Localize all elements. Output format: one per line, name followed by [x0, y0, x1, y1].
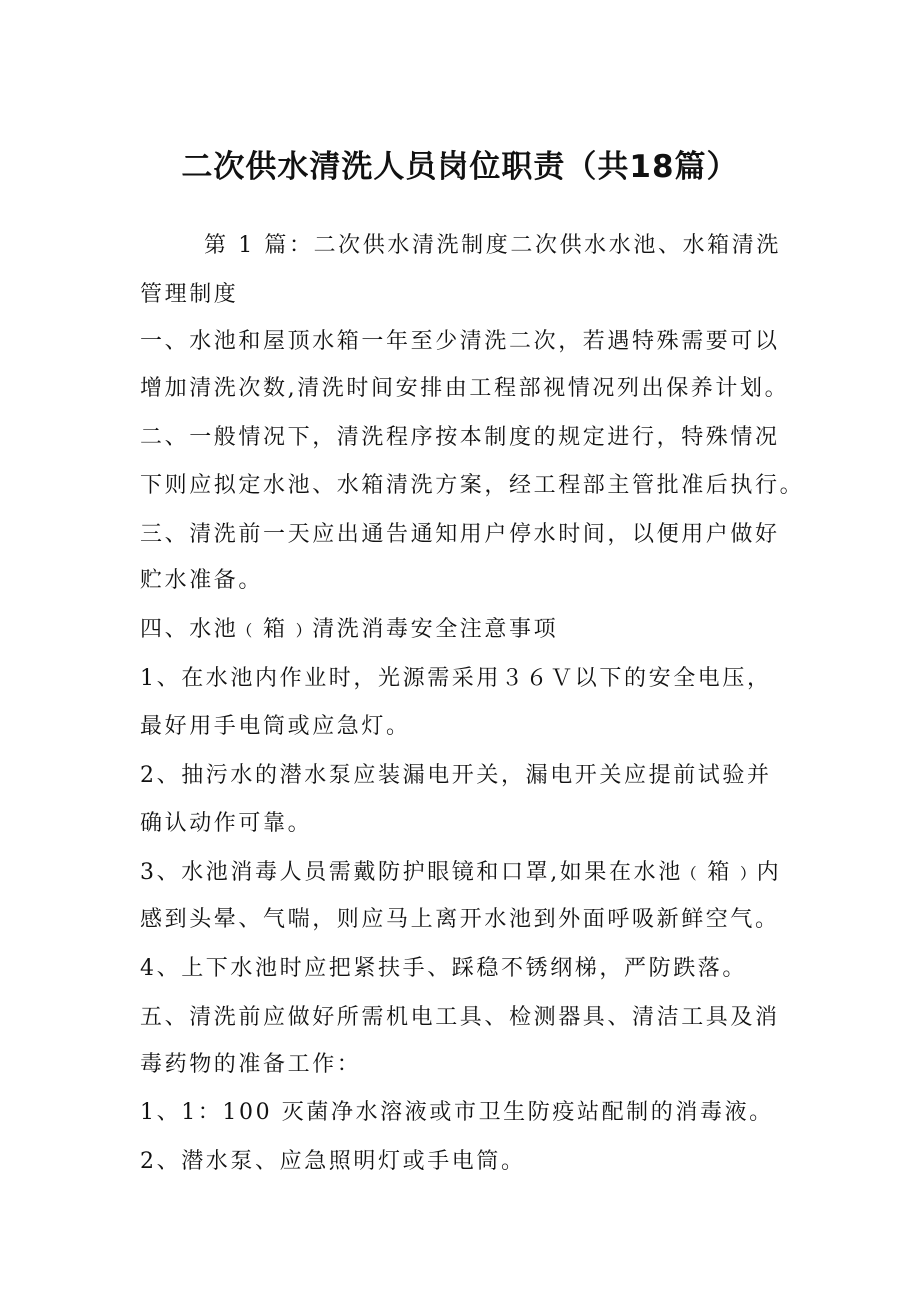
paragraph-line: 感到头晕、气喘，则应马上离开水池到外面呼吸新鲜空气。: [140, 907, 780, 932]
paragraph-line: 管理制度: [140, 282, 239, 307]
paragraph-line: 2、抽污水的潜水泵应装漏电开关，漏电开关应提前试验并: [140, 763, 772, 788]
paragraph-line: 三、清洗前一天应出通告通知用户停水时间，以便用户做好: [140, 522, 780, 547]
paragraph-line: 贮水准备。: [140, 568, 264, 593]
paragraph-line: 二、一般情况下，清洗程序按本制度的规定进行，特殊情况: [140, 425, 780, 450]
paragraph-line: 第 1 篇：二次供水清洗制度二次供水水池、水箱清洗: [204, 233, 781, 258]
paragraph-line: 确认动作可靠。: [140, 811, 313, 836]
paragraph-line: 下则应拟定水池、水箱清洗方案，经工程部主管批准后执行。: [140, 473, 805, 498]
paragraph-line: 增加清洗次数,清洗时间安排由工程部视情况列出保养计划。: [140, 376, 790, 401]
paragraph-line: 五、清洗前应做好所需机电工具、检测器具、清洁工具及消: [140, 1005, 780, 1030]
paragraph-line: 1、1：100 灭菌净水溶液或市卫生防疫站配制的消毒液。: [140, 1100, 774, 1125]
paragraph-line: 1、在水池内作业时，光源需采用３６Ｖ以下的安全电压，: [140, 666, 772, 691]
paragraph-line: 最好用手电筒或应急灯。: [140, 714, 411, 739]
paragraph-line: 四、水池﹙箱﹚清洗消毒安全注意事项: [140, 617, 559, 642]
document-title: 二次供水清洗人员岗位职责（共18篇）: [181, 149, 739, 185]
paragraph-line: 4、上下水池时应把紧扶手、踩稳不锈纲梯，严防跌落。: [140, 956, 747, 981]
paragraph-line: 2、潜水泵、应急照明灯或手电筒。: [140, 1149, 526, 1174]
paragraph-line: 一、水池和屋顶水箱一年至少清洗二次，若遇特殊需要可以: [140, 329, 780, 354]
paragraph-line: 毒药物的准备工作：: [140, 1052, 362, 1077]
paragraph-line: 3、水池消毒人员需戴防护眼镜和口罩,如果在水池﹙箱﹚内: [140, 860, 782, 885]
